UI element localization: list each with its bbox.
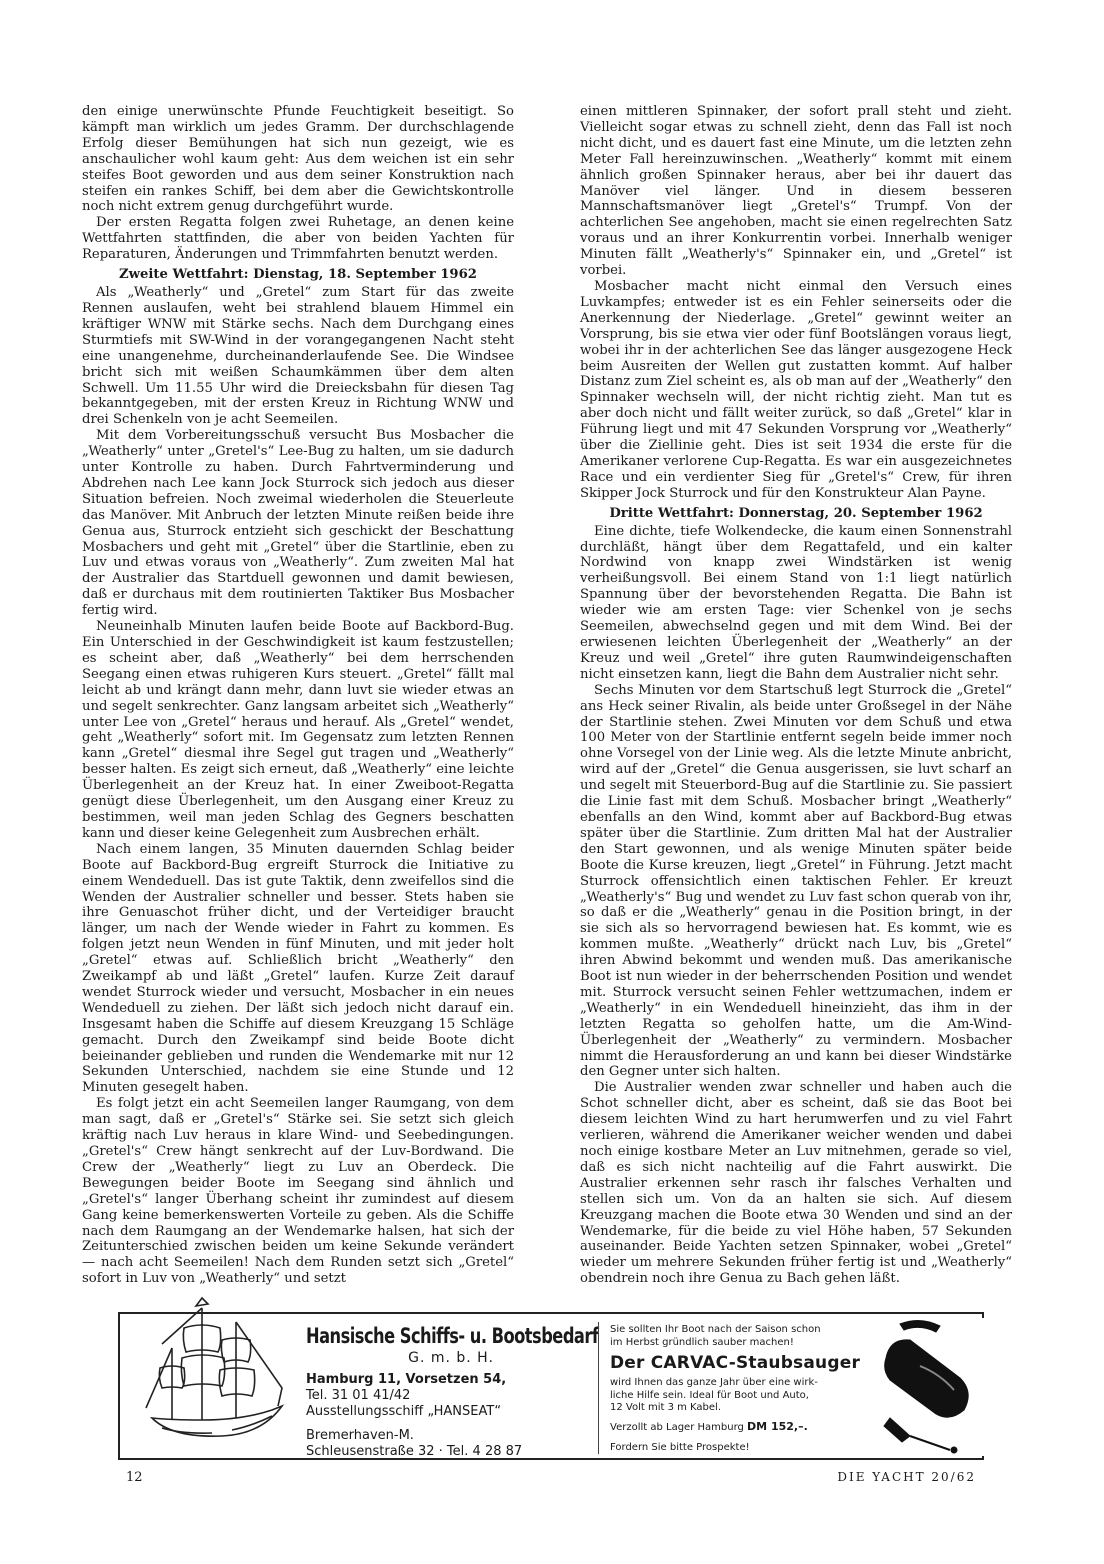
section-heading: Dritte Wettfahrt: Donnerstag, 20. September 1962 [609, 505, 983, 521]
page-number: 12 [126, 1470, 143, 1485]
sailing-ship-icon [132, 1288, 302, 1458]
ad-divider [598, 1322, 599, 1454]
paragraph: Mit dem Vorbereitungsschuß versucht Bus Mosbacher die „Weatherly“ unter „Gretel's“ Lee-Bug zu halten, um sie dadurch unter Kontrolle zu haben. Durch Fahrtverminderung und Abdrehen nach Lee kann Jock Sturrock sich jedoch aus dieser Situation befreien. Noch zweimal wiederholen die Steuerleute das Manöver. Mit Anbruch der letzten Minute reißen beide ihre Genua aus, Sturrock entzieht sich geschickt der Beschattung Mosbachers und geht mit „Gretel“ über die Startlinie, eben zu Luv und etwas voraus von „Weatherly“. Zum zweiten Mal hat der Australier das Startduell gewonnen und damit bewiesen, daß er durchaus mit dem routinierten Taktiker Bus Mosbacher fertig wird. [82, 428, 514, 619]
paragraph: Neuneinhalb Minuten laufen beide Boote auf Backbord-Bug. Ein Unterschied in der Geschwindigkeit ist kaum festzustellen; es scheint aber, daß „Weatherly“ bei dem herrschenden Seegang einen etwas ruhigeren Kurs steuert. „Gretel“ fällt mal leicht ab und krängt dann mehr, dann luvt sie wieder etwas an und segelt senkrechter. Ganz langsam arbeitet sich „Weatherly“ unter Lee von „Gretel“ heraus und herauf. Als „Gretel“ wendet, geht „Weatherly“ sofort mit. Im Gegensatz zum letzten Rennen kann „Gretel“ diesmal ihre Segel gut tragen und „Weatherly“ besser halten. Es zeigt sich erneut, daß „Weatherly“ eine leichte Überlegenheit an der Kreuz hat. In einer Zweiboot-Regatta genügt diese Überlegenheit, um den Ausgang einer Kreuz zu bestimmen, weil man jeden Schlag des Gegners beschatten kann und dieser keine Gelegenheit zum Ausbrechen erhält. [82, 619, 514, 841]
paragraph: Als „Weatherly“ und „Gretel“ zum Start für das zweite Rennen auslaufen, weht bei strahlend blauem Himmel ein kräftiger WNW mit Stärke sechs. Nach dem Durchgang eines Sturmtiefs mit SW-Wind in der vorangegangenen Nacht steht eine unangenehme, durcheinanderlaufende See. Die Windsee bricht sich mit weißen Schaumkämmen über dem alten Schwell. Um 11.55 Uhr wird die Dreiecksbahn für diesen Tag bekanntgegeben, mit der ersten Kreuz in Richtung WNW und drei Schenkeln von je acht Seemeilen. [82, 285, 514, 428]
ad-branch-city: Bremerhaven-M. [306, 1428, 414, 1443]
ad-price-value: DM 152,–. [747, 1419, 808, 1433]
paragraph: Eine dichte, tiefe Wolkendecke, die kaum einen Sonnenstrahl durchläßt, hängt über dem Regattafeld, und ein kalter Nordwind von knapp zwei Windstärken ist wenig verheißungsvoll. Bei einem Stand von 1:1 liegt natürlich Spannung über der bevorstehenden Regatta. Die Bahn ist wieder wie am ersten Tage: vier Schenkel von je sechs Seemeilen, abwechselnd gegen und mit dem Wind. Bei der erwiesenen leichten Überlegenheit der „Weatherly“ an der Kreuz und weil „Gretel“ ihre guten Raumwindeigenschaften nicht einsetzen kann, liegt die Bahn dem Australier nicht sehr. [580, 523, 1012, 682]
ad-intro-line: im Herbst gründlich sauber machen! [610, 1336, 794, 1348]
shipchandler-ad [306, 1324, 599, 1460]
paragraph: den einige unerwünschte Pfunde Feuchtigkeit beseitigt. So kämpft man wirklich um jedes Gramm. Der durchschlagende Erfolg dieser Bemühungen hat sich nun gezeigt, wie es anschaulicher wohl kaum geht: Aus dem weichen ist ein sehr steifes Boot geworden und aus dem seiner Konstruktion nach steifen ein rankes Schiff, bei dem aber die Gewichtskontrolle noch nicht extrem genug durchgeführt wurde. [82, 104, 514, 215]
ad-description-line: 12 Volt mit 3 m Kabel. [610, 1402, 722, 1413]
left-column [82, 104, 514, 1287]
vacuum-cleaner-icon [880, 1318, 984, 1456]
section-heading: Zweite Wettfahrt: Dienstag, 18. September 1962 [119, 267, 477, 283]
paragraph: Mosbacher macht nicht einmal den Versuch eines Luvkampfes; entweder ist es ein Fehler seinerseits oder die Anerkennung der Niederlage. „Gretel“ gewinnt weiter an Vorsprung, bis sie etwa vier oder fünf Bootslängen voraus liegt, wobei ihr in der achterlichen See das länger ausgezogene Heck beim Ausreiten der Wellen gut zustatten kommt. Auf halber Distanz zum Ziel scheint es, als ob man auf der „Weatherly“ den Spinnaker wechseln will, der nicht richtig zieht. Man tut es aber doch nicht und fällt weiter zurück, so daß „Gretel“ klar in Führung liegt und mit 47 Sekunden Vorsprung vor „Weatherly“ über die Ziellinie geht. Dies ist seit 1934 die erste für die Amerikaner verlorene Cup-Regatta. Es war ein ausgezeichnetes Race und ein verdienter Sieg für „Gretel's“ Crew, für ihren Skipper Jock Sturrock und für den Konstrukteur Alan Payne. [580, 278, 1012, 501]
ad-price-label: Verzollt ab Lager Hamburg [610, 1421, 744, 1433]
vacuum-ad [610, 1324, 880, 1453]
ad-intro-line: Sie sollten Ihr Boot nach der Saison schon [610, 1324, 821, 1335]
ad-company-form: G. m. b. H. [408, 1350, 494, 1366]
advertisement-box [118, 1312, 984, 1460]
ad-brochure-request: Fordern Sie bitte Prospekte! [610, 1441, 750, 1453]
ad-address: Hamburg 11, Vorsetzen 54, [306, 1372, 507, 1387]
ad-price-line [610, 1421, 880, 1434]
ad-product-title: Der CARVAC-Staubsauger [610, 1353, 861, 1373]
paragraph: Nach einem langen, 35 Minuten dauernden Schlag beider Boote auf Backbord-Bug ergreift Sturrock die Initiative zu einem Wendeduell. Das ist gute Taktik, denn zweifellos sind die Wenden der Australier schneller und besser. Stets haben sie ihre Genuaschot früher dicht, und der Verteidiger braucht länger, um nach der Wende wieder in Fahrt zu kommen. Es folgen jetzt neun Wenden in fünf Minuten, und mit jeder holt „Gretel“ etwas auf. Schließlich bricht „Weatherly“ den Zweikampf ab und läßt „Gretel“ laufen. Kurze Zeit darauf wendet Sturrock wieder und versucht, Mosbacher in ein neues Wendeduell zu ziehen. Der läßt sich jedoch nicht darauf ein. Insgesamt haben die Schiffe auf diesem Kreuzgang 15 Schläge gemacht. Durch den Zweikampf sind beide Boote dicht beieinander geblieben und runden die Wendemarke mit nur 12 Sekunden Unterschied, nachdem sie eine Stunde und 12 Minuten gesegelt haben. [82, 841, 514, 1096]
ad-description-line: liche Hilfe sein. Ideal für Boot und Auto, [610, 1389, 809, 1401]
paragraph: einen mittleren Spinnaker, der sofort prall steht und zieht. Vielleicht sogar etwas zu schnell zieht, denn das Fall ist noch nicht dicht, und es dauert fast eine Minute, um die letzten zehn Meter Fall hereinzuwinschen. „Weatherly“ kommt mit einem ähnlich großen Spinnaker heraus, aber bei ihr dauert das Manöver viel länger. Und in diesem besseren Mannschaftsmanöver liegt „Gretel's“ Trumpf. Von der achterlichen See angehoben, macht sie einen regelrechten Satz voraus und an ihrer Konkurrentin vorbei. Innerhalb weniger Minuten fällt „Weatherly's“ Spinnaker ein, und „Gretel“ ist vorbei. [580, 104, 1012, 279]
ad-exhibition-ship: Ausstellungsschiff „HANSEAT“ [306, 1404, 502, 1419]
magazine-issue: DIE YACHT 20/62 [837, 1470, 976, 1484]
paragraph: Es folgt jetzt ein acht Seemeilen langer Raumgang, von dem man sagt, daß er „Gretel's“ Stärke sei. Sie setzt sich gleich kräftig nach Luv heraus in klare Wind- und Seebedingungen. „Gretel's“ Crew hängt senkrecht auf der Luv-Bordwand. Die Crew der „Weatherly“ liegt zu Luv an Oberdeck. Die Bewegungen beider Boote im Seegang sind ähnlich und „Gretel's“ langer Überhang scheint ihr zumindest auf diesem Gang keine bemerkenswerten Vorteile zu geben. Als die Schiffe nach dem Raumgang an der Wendemarke halsen, hat sich der Zeitunterschied zwischen beiden um keine Sekunde verändert — nach acht Seemeilen! Nach dem Runden setzt sich „Gretel“ sofort in Luv von „Weatherly“ und setzt [82, 1096, 514, 1287]
ad-telephone: Tel. 31 01 41/42 [306, 1388, 411, 1403]
paragraph: Sechs Minuten vor dem Startschuß legt Sturrock die „Gretel“ ans Heck seiner Rivalin, als beide unter Großsegel in der Nähe der Startlinie stehen. Zwei Minuten vor dem Schuß und etwa 100 Meter von der Startlinie entfernt segeln beide immer noch ohne Vorsegel von der Linie weg. Als die letzte Minute anbricht, wird auf der „Gretel“ die Genua ausgerissen, sie luvt scharf an und segelt mit Steuerbord-Bug auf die Startlinie zu. Sie passiert die Linie fast mit dem Schuß. Mosbacher bringt „Weatherly“ ebenfalls an den Wind, kommt aber auf Backbord-Bug etwas später über die Startlinie. Zum dritten Mal hat der Australier den Start gewonnen, und als wenige Minuten später beide Boote die Kurse kreuzen, liegt „Gretel“ in Führung. Jetzt macht Sturrock offensichtlich einen taktischen Fehler. Er kreuzt „Weatherly's“ Bug und wendet zu Luv fast schon querab von ihr, so daß er die „Weatherly“ genau in die Position bringt, in der sie sich als so hervorragend bewiesen hat. Es kommt, wie es kommen mußte. „Weatherly“ drückt nach Luv, bis „Gretel“ ihren Abwind bekommt und wenden muß. Das amerikanische Boot ist nun wieder in der beherrschenden Position und wendet mit. Sturrock versucht seinen Fehler wettzumachen, indem er „Weatherly“ in ein Wendeduell hineinzieht, das ihm in der letzten Regatta so geholfen hatte, um die Am-Wind-Überlegenheit der „Weatherly“ zu vermindern. Mosbacher nimmt die Herausforderung an und kann bei dieser Windstärke den Gegner unter sich halten. [580, 682, 1012, 1080]
ad-company-title: Hansische Schiffs- u. Bootsbedarf [306, 1324, 599, 1348]
ad-branch-address: Schleusenstraße 32 · Tel. 4 28 87 [306, 1444, 523, 1459]
paragraph: Der ersten Regatta folgen zwei Ruhetage, an denen keine Wettfahrten stattfinden, die aber von beiden Yachten für Reparaturen, Änderungen und Trimmfahrten benutzt werden. [82, 215, 514, 263]
ad-description-line: wird Ihnen das ganze Jahr über eine wirk- [610, 1377, 818, 1388]
paragraph: Die Australier wenden zwar schneller und haben auch die Schot schneller dicht, aber es scheint, daß sie das Boot bei diesem leichten Wind zu hart herumwerfen und zu viel Fahrt verlieren, während die Amerikaner weicher wenden und dabei noch einige kostbare Meter an Luv mitnehmen, gerade so viel, daß es sich nicht nachteilig auf die Fahrt auswirkt. Die Australier erkennen sehr rasch ihr falsches Verhalten und stellen sich um. Von da an halten sie sich. Auf diesem Kreuzgang machen die Boote etwa 30 Wenden und sind an der Wendemarke, für die beide zu viel Höhe haben, 57 Sekunden auseinander. Beide Yachten setzen Spinnaker, wobei „Gretel“ wieder um mehrere Sekunden früher fertig ist und „Weatherly“ obendrein noch ihre Genua zu Bach gehen läßt. [580, 1080, 1012, 1287]
right-column [580, 104, 1012, 1287]
